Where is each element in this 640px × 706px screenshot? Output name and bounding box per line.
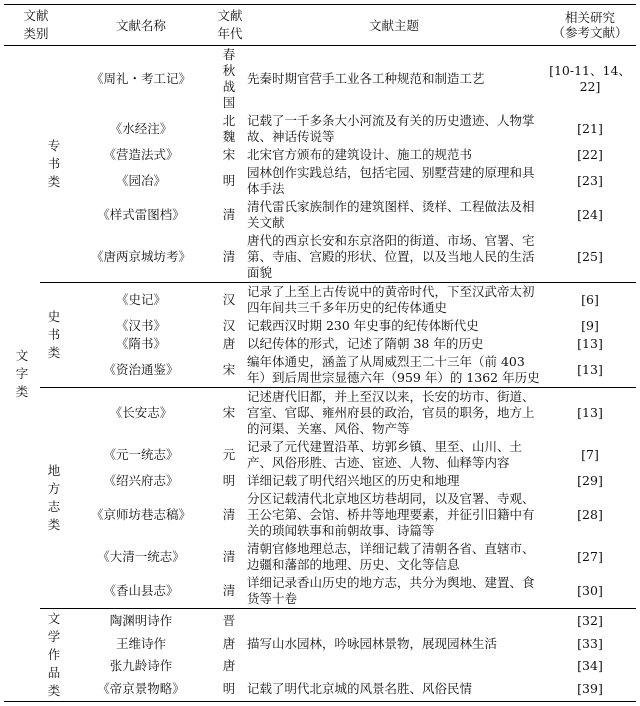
doc-ref: [6] [544, 283, 636, 318]
doc-theme: 记载了一千多条大小河流及有关的历史遗迹、人物掌故、神话传说等 [247, 113, 535, 144]
table-row [4, 609, 636, 633]
doc-era: 宋 [222, 147, 236, 162]
table-row [4, 46, 636, 113]
doc-ref: [22] [577, 147, 603, 162]
doc-name: 《香山县志》 [103, 583, 179, 598]
header-ref-line2: （参考文献） [552, 25, 628, 40]
table-row [4, 353, 636, 388]
doc-ref: [34] [577, 658, 603, 674]
doc-era: 唐 [222, 336, 236, 351]
doc-era: 宋 [214, 388, 244, 439]
doc-ref: [23] [577, 173, 603, 188]
doc-theme: 唐代的西京长安和东京洛阳的街道、市场、官署、宅第、寺庙、宫殿的形状、位置，以及当地人民的生活面貌 [247, 233, 535, 280]
doc-theme: 记录了上至上古传说中的黄帝时代，下至汉武帝太初四年间共三千多年历史的纪传体通史 [244, 283, 544, 318]
doc-theme: 记载西汉时期 230 年史事的纪传体断代史 [247, 318, 479, 333]
table-row [4, 112, 636, 146]
doc-theme: 编年体通史，涵盖了从周威烈王二十三年（前 403 年）到后周世宗显德六年（959 年）的 1362 年历史 [247, 354, 540, 385]
doc-theme: 记录了元代建置沿革、坊郭乡镇、里至、山川、土产、风俗形胜、古迹、宦迹、人物、仙释等内容 [247, 439, 523, 470]
table-row [4, 540, 636, 574]
table-row [4, 678, 636, 702]
doc-era: 清 [222, 507, 236, 522]
doc-ref: [21] [577, 121, 603, 136]
table-row [4, 438, 636, 472]
doc-era: 清 [222, 583, 236, 598]
doc-ref: [30] [577, 583, 603, 598]
table-row [4, 335, 636, 353]
main-category-cell [4, 46, 40, 702]
doc-theme: 园林创作实践总结，包括宅园、别墅营建的原理和具体手法 [247, 165, 535, 196]
doc-era: 明 [222, 473, 236, 488]
doc-theme: 清代雷氏家族制作的建筑图样、烫样、工程做法及相关文献 [247, 199, 535, 230]
doc-era: 清 [222, 549, 236, 564]
doc-name: 《长安志》 [68, 388, 214, 439]
subcategory-cell [40, 46, 68, 283]
doc-name: 《隋书》 [115, 336, 166, 351]
doc-ref: [25] [577, 249, 603, 264]
doc-theme: 先秦时期官营手工业各工种规范和制造工艺 [247, 71, 485, 86]
doc-name: 《元一统志》 [103, 447, 179, 462]
subcategory-cell [40, 388, 68, 609]
doc-era: 清 [222, 207, 236, 222]
doc-ref: [29] [577, 473, 603, 488]
header-category: 文献类别 [23, 8, 49, 41]
doc-theme: 记述唐代旧都，并上至汉以来，长安的坊市、街道、宫室、官邸、雍州府县的政治，官员的职务，地方上的河渠、关塞、风俗、物产等 [244, 388, 544, 439]
doc-theme: 记载了明代北京城的风景名胜、风俗民情 [247, 681, 473, 697]
table-row [4, 388, 636, 439]
header-ref-line1: 相关研究 [564, 10, 615, 25]
subcategory-cell [40, 283, 68, 388]
doc-theme: 分区记载清代北京地区坊巷胡同，以及官署、寺观、王公宅第、会馆、桥井等地理要素，并征引旧籍中有关的琐闻轶事和前朝故事、诗篇等 [247, 491, 535, 538]
doc-ref: [13] [577, 336, 603, 351]
doc-theme: 详细记载了明代绍兴地区的历史和地理 [247, 473, 460, 488]
doc-ref: [9] [581, 318, 599, 333]
doc-ref: [33] [577, 635, 603, 651]
doc-name: 《园冶》 [115, 173, 166, 188]
table-row [4, 317, 636, 335]
header-name: 文献名称 [115, 17, 166, 33]
header-row [4, 5, 636, 46]
doc-era: 元 [222, 447, 236, 462]
doc-era: 晋 [214, 609, 244, 633]
doc-name: 《水经注》 [109, 121, 173, 136]
doc-name: 《周礼・考工记》 [90, 71, 191, 86]
doc-era: 唐 [222, 658, 236, 674]
doc-name: 《绍兴府志》 [103, 473, 179, 488]
subcategory-label: 地方志类 [47, 463, 61, 532]
doc-theme: 详细记录香山历史的地方志，共分为舆地、建置、食货等十卷 [247, 575, 535, 606]
doc-ref: [32] [544, 609, 636, 633]
table-row [4, 146, 636, 164]
table-row [4, 490, 636, 540]
table-row [4, 198, 636, 232]
doc-name: 《京师坊巷志稿》 [90, 507, 191, 522]
doc-name: 《大清一统志》 [97, 549, 185, 564]
header-theme: 文献主题 [368, 17, 419, 33]
doc-era: 汉 [214, 283, 244, 318]
doc-era: 宋 [222, 362, 236, 377]
doc-theme: 清朝官修地理总志，详细记载了清朝各省、直辖市、边疆和藩部的地理、历史、文化等信息 [247, 541, 535, 572]
doc-name: 《样式雷图档》 [97, 207, 185, 222]
doc-name: 《唐两京城坊考》 [90, 249, 191, 264]
doc-era: 唐 [222, 635, 236, 651]
table-row [4, 283, 636, 318]
subcategory-label: 文学作品类 [47, 611, 61, 698]
doc-theme [244, 609, 544, 633]
doc-ref: [13] [544, 388, 636, 439]
doc-name: 《资治通鉴》 [103, 362, 179, 377]
subcategory-cell [40, 609, 68, 702]
literature-table [4, 4, 636, 702]
doc-ref: [7] [581, 447, 599, 462]
doc-name: 张九龄诗作 [109, 658, 173, 674]
table-row [4, 632, 636, 655]
doc-theme: 描写山水园林，吟咏园林景物，展现园林生活 [247, 635, 498, 651]
doc-era: 明 [222, 173, 236, 188]
doc-theme: 北宋官方颁布的建筑设计、施工的规范书 [247, 147, 473, 162]
doc-ref: [28] [577, 507, 603, 522]
doc-theme: 以纪传体的形式，记述了隋朝 38 年的历史 [247, 336, 484, 351]
doc-era: 明 [222, 681, 236, 697]
table-row [4, 164, 636, 198]
table-row [4, 574, 636, 609]
doc-ref: [24] [577, 207, 603, 222]
doc-name: 王维诗作 [115, 635, 166, 651]
doc-ref: [27] [577, 549, 603, 564]
doc-name: 《帝京景物略》 [97, 681, 185, 697]
doc-name: 《营造法式》 [103, 147, 179, 162]
subcategory-label: 专书类 [47, 138, 61, 189]
doc-ref: [13] [577, 362, 603, 377]
table-row [4, 232, 636, 283]
doc-era: 清 [222, 249, 236, 264]
doc-theme [244, 655, 544, 678]
subcategory-label: 史书类 [47, 309, 61, 360]
header-ref [544, 5, 636, 46]
main-category-label: 文字类 [15, 347, 29, 399]
table-row [4, 472, 636, 490]
doc-era: 春秋战国 [222, 47, 236, 110]
doc-name: 《汉书》 [115, 318, 166, 333]
doc-era: 汉 [222, 318, 236, 333]
header-era: 文献年代 [217, 8, 243, 41]
doc-ref: [39] [577, 681, 603, 697]
doc-name: 《史记》 [68, 283, 214, 318]
doc-era: 北魏 [222, 113, 236, 144]
table-row [4, 655, 636, 678]
doc-name: 陶渊明诗作 [68, 609, 214, 633]
doc-ref: [10-11、14、22] [549, 63, 631, 94]
